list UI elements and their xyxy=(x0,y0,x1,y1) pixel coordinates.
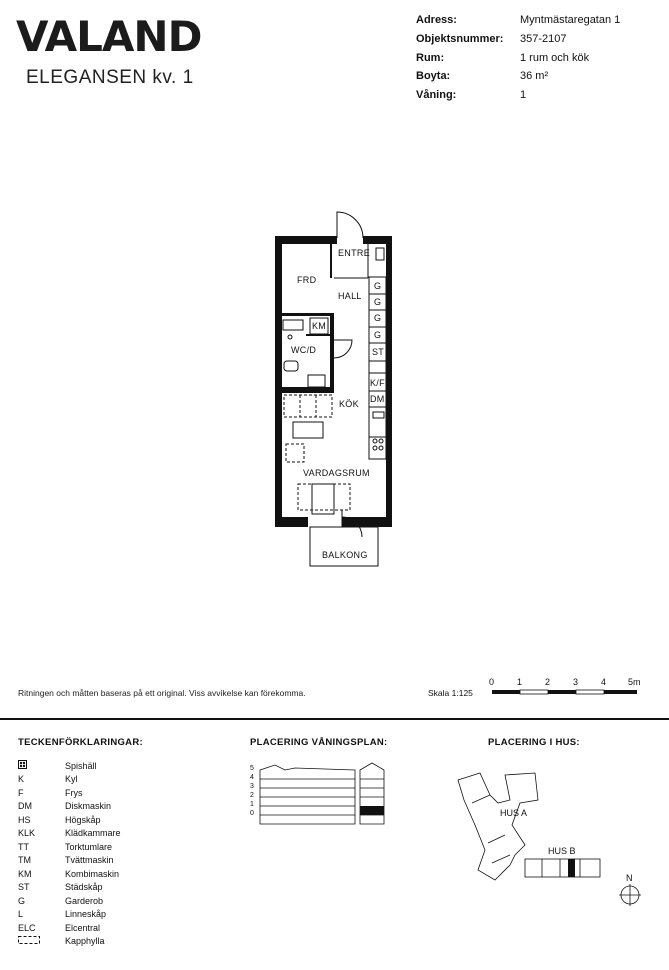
legend-code: ELC xyxy=(18,922,36,933)
legend-item xyxy=(18,800,121,814)
north-icon: N xyxy=(626,873,633,883)
closet-label: G xyxy=(374,281,382,291)
floor-level: 3 xyxy=(250,783,254,790)
room-label-entre: ENTRE xyxy=(338,248,371,258)
info-value: 1 rum och kök xyxy=(520,51,590,64)
info-key: Våning: xyxy=(416,89,457,102)
info-key: Objektsnummer: xyxy=(416,33,504,46)
legend-label: Städskåp xyxy=(65,882,103,893)
legend-label: Kapphylla xyxy=(65,936,105,947)
legend-code: ST xyxy=(18,882,30,893)
info-value: 357-2107 xyxy=(520,33,567,46)
room-label-kok: KÖK xyxy=(339,399,359,409)
legend-code: K xyxy=(18,774,25,785)
legend-code: DM xyxy=(18,801,32,812)
legend-list xyxy=(18,759,121,948)
house-b-label: HUS B xyxy=(548,846,576,856)
legend-item xyxy=(18,813,121,827)
room-label-vardagsrum: VARDAGSRUM xyxy=(303,468,370,478)
scale-tick: 5m xyxy=(628,677,641,687)
floor-level-numbers xyxy=(250,764,254,818)
info-value: 1 xyxy=(520,89,527,102)
house-a-label: HUS A xyxy=(500,808,528,818)
scale-bar xyxy=(492,690,637,694)
legend-code: KLK xyxy=(18,828,36,839)
scale-tick: 3 xyxy=(573,677,579,687)
closet-label: G xyxy=(374,330,382,340)
scale-tick: 4 xyxy=(601,677,607,687)
floor-section-diagram xyxy=(255,760,395,830)
room-label-balkong: BALKONG xyxy=(322,550,368,560)
info-value: 36 m² xyxy=(520,70,549,83)
legend-item xyxy=(18,759,121,773)
project-name: ELEGANSEN kv. 1 xyxy=(26,67,194,88)
legend-item xyxy=(18,881,121,895)
site-plan xyxy=(450,745,660,910)
legend-label: Linneskåp xyxy=(65,909,107,920)
valand-logo: VALAND xyxy=(16,12,202,61)
legend-code: L xyxy=(18,909,24,920)
closet-label: G xyxy=(374,313,382,323)
legend-item xyxy=(18,867,121,881)
legend-code: HS xyxy=(18,814,31,825)
info-key: Adress: xyxy=(416,14,457,27)
legend-label: Tvättmaskin xyxy=(65,855,114,866)
legend-label: Frys xyxy=(65,787,83,798)
legend-item xyxy=(18,827,121,841)
legend-code: G xyxy=(18,895,26,906)
scale-tick: 1 xyxy=(517,677,523,687)
floor-level: 1 xyxy=(250,801,254,808)
floor-placement-title: PLACERING VÅNINGSPLAN: xyxy=(250,737,388,748)
legend-item xyxy=(18,840,121,854)
legend-item xyxy=(18,921,121,935)
closet-label: G xyxy=(374,297,382,307)
scale-tick: 2 xyxy=(545,677,551,687)
stove-icon xyxy=(18,760,65,771)
label-km: KM xyxy=(312,321,327,331)
floor-level: 0 xyxy=(250,810,254,817)
legend-item xyxy=(18,854,121,868)
closet-label: K/F xyxy=(370,378,385,388)
legend-label: Kombimaskin xyxy=(65,868,120,879)
legend-code: TT xyxy=(18,841,29,852)
house-placement-title: PLACERING I HUS: xyxy=(488,737,580,748)
room-label-hall: HALL xyxy=(338,291,362,301)
legend-label: Spishäll xyxy=(65,760,97,771)
legend-item xyxy=(18,908,121,922)
floor-level: 4 xyxy=(250,774,254,781)
current-house-marker xyxy=(568,859,575,877)
scale-tick: 0 xyxy=(489,677,495,687)
legend-title: TECKENFÖRKLARINGAR: xyxy=(18,737,143,748)
legend-label: Klädkammare xyxy=(65,828,121,839)
legend-item xyxy=(18,935,121,949)
legend-item xyxy=(18,786,121,800)
legend-label: Kyl xyxy=(65,774,78,785)
legend-code: KM xyxy=(18,868,32,879)
info-key: Rum: xyxy=(416,51,445,64)
disclaimer-note: Ritningen och måtten baseras på ett original. Viss avvikelse kan förekomma. xyxy=(18,688,306,698)
info-key: Boyta: xyxy=(416,70,451,83)
room-label-frd: FRD xyxy=(297,275,317,285)
closet-label: ST xyxy=(372,347,385,357)
scale-label: Skala 1:125 xyxy=(428,688,473,698)
legend-label: Garderob xyxy=(65,895,104,906)
floor-level: 5 xyxy=(250,765,254,772)
coat-rack-icon xyxy=(18,936,65,946)
legend-label: Diskmaskin xyxy=(65,801,112,812)
legend-item xyxy=(18,773,121,787)
section-divider xyxy=(0,718,669,720)
info-value: Myntmästaregatan 1 xyxy=(520,14,621,27)
legend-code: F xyxy=(18,787,24,798)
room-label-wcd: WC/D xyxy=(291,345,317,355)
legend-label: Elcentral xyxy=(65,922,101,933)
legend-label: Högskåp xyxy=(65,814,101,825)
closet-label: DM xyxy=(370,394,385,404)
floor-level: 2 xyxy=(250,792,254,799)
legend-code: TM xyxy=(18,855,31,866)
legend-label: Torktumlare xyxy=(65,841,113,852)
current-floor-marker xyxy=(360,806,384,815)
legend-item xyxy=(18,894,121,908)
